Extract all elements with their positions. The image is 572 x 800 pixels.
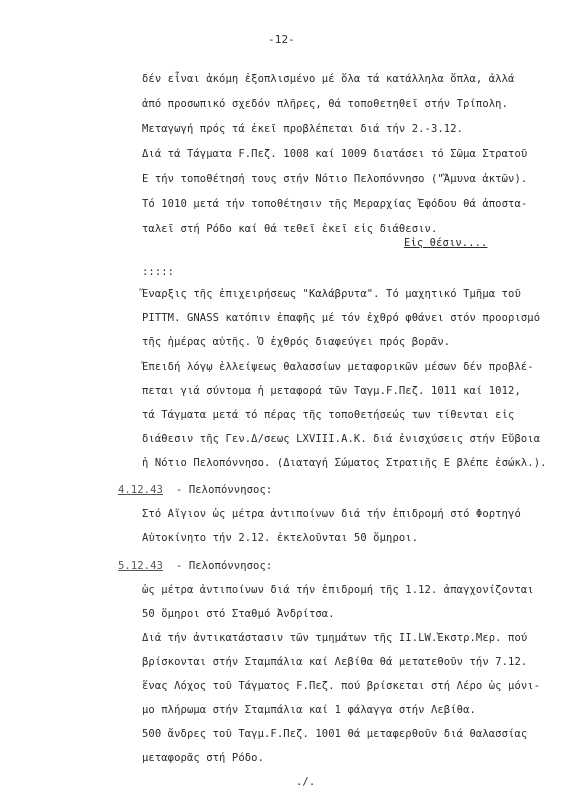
entry-heading: - Πελοπόννησος: xyxy=(176,484,273,496)
text-line: ὡς μέτρα ἀντιποίνων διά τήν ἐπιδρομή τῆς 1.12. ἀπαγχονίζονται xyxy=(142,584,534,596)
text-line: τά Τάγματα μετά τό πέρας τῆς τοποθετήσεώς των τίθενται εἰς xyxy=(142,409,515,421)
text-line: ἕνας Λόχος τοῦ Τάγματος F.Πεζ. πού βρίσκεται στή Λέρο ὡς μόνι- xyxy=(142,680,541,692)
text-line: Τό 1010 μετά τήν τοποθέτησιν τῆς Μεραρχίας Ἐφόδου θά ἀποστα- xyxy=(142,198,528,210)
text-line: μεταφορᾶς στή Ρόδο. xyxy=(142,752,265,764)
text-line: Ε τήν τοποθέτησή τους στήν Νότιο Πελοπόννησο ("Ἄμυνα ἀκτῶν). xyxy=(142,173,528,185)
entry-date: 5.12.43 xyxy=(118,560,163,572)
text-line: διάθεσιν τῆς Γεν.Δ/σεως LXVIII.A.K. διά ἐνισχύσεις στήν Εὔβοια xyxy=(142,433,541,445)
text-line: μο πλήρωμα στήν Σταμπάλια καί 1 φάλαγγα στήν Λεβίθα. xyxy=(142,704,476,716)
text-line: βρίσκονται στήν Σταμπάλια καί Λεβίθα θά μετατεθοῦν τήν 7.12. xyxy=(142,656,528,668)
text-line: 500 ἄνδρες τοῦ Ταγμ.F.Πεζ. 1001 θά μεταφερθοῦν διά θαλασσίας xyxy=(142,728,528,740)
text-line: Διά τά Τάγματα F.Πεζ. 1008 καί 1009 διατάσει τό Σῶμα Στρατοῦ xyxy=(142,148,528,160)
text-line: Στό Αἴγιον ὡς μέτρα ἀντιποίνων διά τήν ἐπιδρομή στό Φορτηγό xyxy=(142,508,521,520)
text-line: Ἔναρξις τῆς ἐπιχειρήσεως "Καλάβρυτα". Τό μαχητικό Τμῆμα τοῦ xyxy=(142,288,521,300)
continuation-mark: ./. xyxy=(296,776,316,788)
text-line: ἡ Νότιο Πελοπόννησο. (Διαταγή Σώματος Στρατιῆς Ε βλέπε ἐσώκλ.). xyxy=(142,457,547,469)
entry-date: 4.12.43 xyxy=(118,484,163,496)
text-line: ἀπό προσωπικό σχεδόν πλῆρες, θά τοποθετηθεῖ στήν Τρίπολη. xyxy=(142,98,509,110)
entry-heading: - Πελοπόννησος: xyxy=(176,560,273,572)
text-line: Μεταγωγή πρός τά ἐκεῖ προβλέπεται διά τήν 2.-3.12. xyxy=(142,123,464,135)
section-separator: ::::: xyxy=(142,266,175,278)
text-line: ταλεῖ στή Ρόδο καί θά τεθεῖ ἐκεῖ εἰς διάθεσιν. xyxy=(142,223,438,235)
text-line: δέν εἶναι ἀκόμη ἐξοπλισμένο μέ ὅλα τά κατάλληλα ὅπλα, ἀλλά xyxy=(142,73,515,85)
text-line: Αὐτοκίνητο τήν 2.12. ἐκτελοῦνται 50 ὅμηροι. xyxy=(142,532,419,544)
continuation-note: Εἰς θέσιν.... xyxy=(404,237,488,249)
text-line: PITTM. GNASS κατόπιν ἐπαφῆς μέ τόν ἐχθρό φθάνει στόν προορισμό xyxy=(142,312,541,324)
text-line: πεται γιά σύντομα ἡ μεταφορά τῶν Ταγμ.F.Πεζ. 1011 καί 1012, xyxy=(142,385,521,397)
text-line: Διά τήν ἀντικατάστασιν τῶν τμημάτων τῆς II.LW.Ἐκστρ.Μερ. πού xyxy=(142,632,528,644)
text-line: 50 ὅμηροι στό Σταθμό Ἀνδρίτσα. xyxy=(142,608,335,620)
text-line: Ἐπειδή λόγῳ ἐλλείψεως θαλασσίων μεταφορικῶν μέσων δέν προβλέ- xyxy=(142,361,534,373)
page-number: -12- xyxy=(268,33,295,46)
text-line: τῆς ἡμέρας αὐτῆς. Ὁ ἐχθρός διαφεύγει πρός βορᾶν. xyxy=(142,336,451,348)
